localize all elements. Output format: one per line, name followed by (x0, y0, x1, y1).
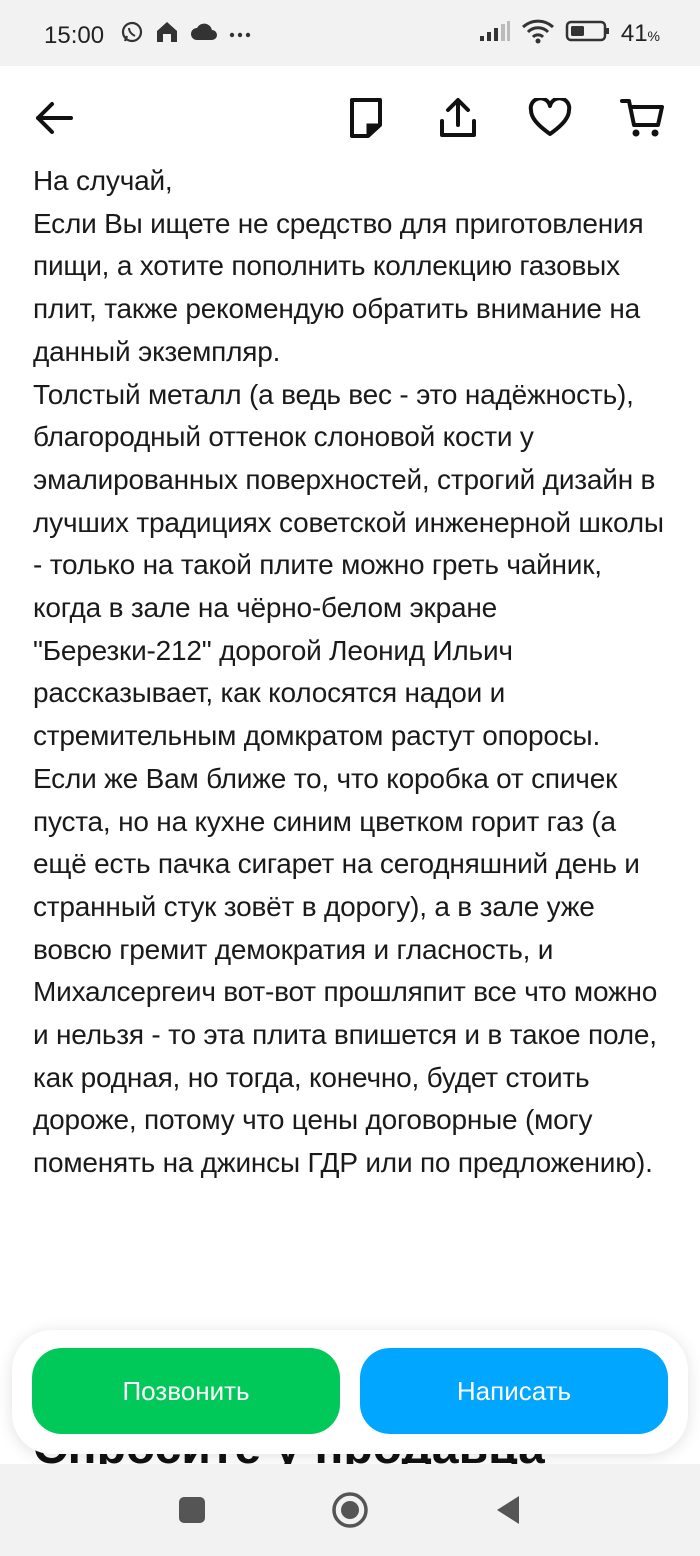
item-description (33, 160, 673, 1310)
share-icon[interactable] (432, 92, 484, 144)
cloud-icon (190, 22, 218, 47)
contact-actions-panel (12, 1330, 688, 1454)
status-bar (0, 0, 700, 66)
wifi-icon (521, 18, 555, 49)
recents-square-icon[interactable] (170, 1488, 214, 1532)
battery-icon (565, 19, 611, 48)
status-icons-left (120, 20, 252, 49)
back-arrow-icon[interactable] (28, 92, 80, 144)
favorite-heart-icon[interactable] (524, 92, 576, 144)
whatsapp-icon (120, 20, 144, 49)
write-message-button[interactable]: Написать (360, 1348, 668, 1434)
home-circle-icon[interactable] (328, 1488, 372, 1532)
note-icon[interactable] (340, 92, 392, 144)
system-nav-bar (0, 1464, 700, 1556)
back-triangle-icon[interactable] (486, 1488, 530, 1532)
signal-icon (479, 20, 511, 47)
more-dots-icon (228, 26, 252, 44)
cart-icon[interactable] (616, 92, 668, 144)
call-button[interactable]: Позвонить (32, 1348, 340, 1434)
description-text: На случай, Если Вы ищете не средство для приготовления пищи, а хотите пополнить коллекцию газовых плит, также рекомендую обратить внимание на данный экземпляр. Толстый металл (а ведь вес - это надёжность), благородный оттенок слоновой кости у эмалированных поверхностей, строгий дизайн в лучших традициях советской инженерной школы - только на такой плите можно греть чайник, когда в зале на чёрно-белом экране "Березки-212" дорогой Леонид Ильич рассказывает, как колосятся надои и стремительным домкратом растут опоросы. Если же Вам ближе то, что коробка от спичек пуста, но на кухне синим цветком горит газ (а ещё есть пачка сигарет на сегодняшний день и странный стук зовёт в дорогу), а в зале уже вовсю гремит демократия и гласность, и Михалсергеич вот-вот прошляпит все что можно и нельзя - то эта плита впишется и в такое поле, как родная, но тогда, конечно, будет стоить дороже, потому что цены договорные (могу поменять на джинсы ГДР или по предложению). (33, 165, 664, 1179)
battery-level: 41% (620, 19, 660, 47)
status-time: 15:00 (44, 22, 105, 49)
status-icons-right (479, 18, 660, 49)
home-icon (154, 20, 180, 49)
